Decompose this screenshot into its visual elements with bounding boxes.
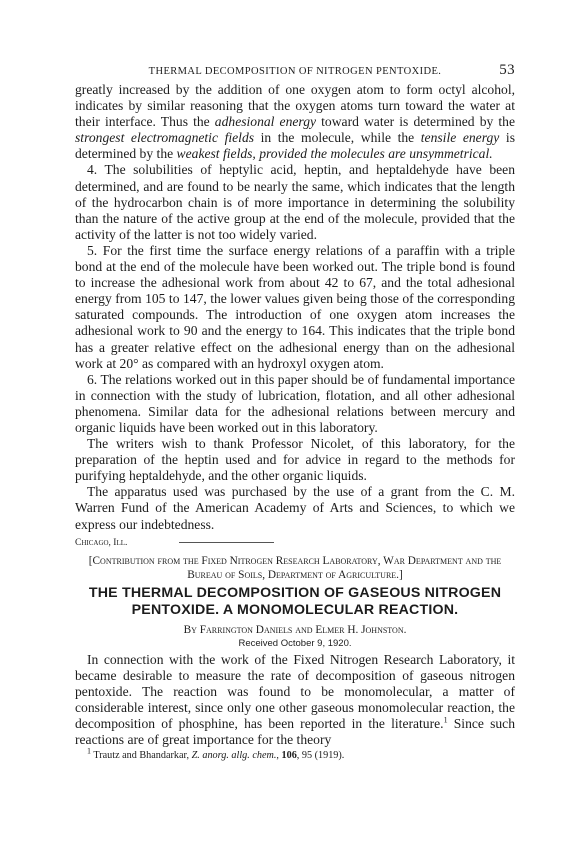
body-paragraph <box>75 82 515 162</box>
body-paragraph: The apparatus used was purchased by the use of a grant from the C. M. Warren Fund of the American Academy of Arts and Sciences, to which we express our indebtedness. <box>75 484 515 532</box>
body-paragraph: 5. For the first time the surface energy relations of a paraffin with a triple bond at the end of the molecule have been worked out. The triple bond is found to increase the adhesional work from about 42 to 67, and the total adhesional energy from 105 to 147, the lower values given being those of the corresponding saturated compounds. The introduction of one oxygen atom increases the adhesional work to 90 and the energy to 164. This indicates that the triple bond has a greater relative effect on the adhesional energy than on the adhesional work at 20° as compared with an hydroxyl oxygen atom. <box>75 242 515 371</box>
article-title: THE THERMAL DECOMPOSITION OF GASEOUS NITROGEN PENTOXIDE. A MONOMOLECULAR REACTION. <box>88 584 502 618</box>
journal-page <box>75 62 515 762</box>
running-header <box>75 62 515 82</box>
body-paragraph: 6. The relations worked out in this paper should be of fundamental importance in connection with the study of lubrication, flotation, and all other adhesional phenomena. Similar data for the adhesional relations between mercury and organic liquids have been worked out in this laboratory. <box>75 371 515 435</box>
text-run: greatly increased by the addition of one oxygen atom to form octyl alcohol, indicates by similar reasoning that the oxygen atoms turn toward the water at their interface. Thus the <box>75 82 515 130</box>
text-run: toward water is determined by the <box>316 114 515 130</box>
place: Chicago, Ill. <box>75 537 128 548</box>
body-paragraph: 4. The solubilities of heptylic acid, heptin, and heptaldehyde have been determined, and are found to be nearly the same, which indicates that the length of the hydrocarbon chain is of more importance in determining the solubility than the nature of the active group at the end of the molecule, provided that the activity of the latter is not too widely varied. <box>75 162 515 242</box>
text-run: is determined by the <box>75 130 515 162</box>
section-divider <box>179 542 274 543</box>
running-title: THERMAL DECOMPOSITION OF NITROGEN PENTOXIDE. <box>148 66 442 77</box>
body-paragraph: The writers wish to thank Professor Nicolet, of this laboratory, for the preparation of the heptin used and for advice in regard to the methods for purifying heptaldehyde, and the other organic liquids. <box>75 436 515 484</box>
journal-name: Z. anorg. allg. chem. <box>191 750 277 762</box>
received-date: Received October 9, 1920. <box>238 637 352 649</box>
volume: 106 <box>281 750 297 762</box>
footnote-text: Trautz and Bhandarkar, <box>91 750 192 762</box>
authors: By Farrington Daniels and Elmer H. Johnston. <box>183 623 407 636</box>
footnote-ref[interactable]: 1 <box>443 715 448 725</box>
footnote-text: , 95 (1919). <box>296 750 345 762</box>
emphasis: tensile energy <box>420 130 500 146</box>
place-line <box>75 536 515 550</box>
text-run: in the molecule, while the <box>254 130 421 146</box>
body-paragraph <box>75 652 515 749</box>
emphasis: adhesional energy <box>214 114 317 130</box>
footnote-mark: 1 <box>87 746 91 756</box>
page-number: 53 <box>499 62 515 78</box>
emphasis: weakest fields, provided the molecules are unsymmetrical. <box>176 146 493 162</box>
footnote: $^1$ Trautz and Bhandarkar, Z. anorg. allg. chem., 106, 95 (1919). <box>87 746 345 762</box>
text-run: Since such reactions are of great importance for the theory <box>75 716 515 748</box>
text-run: In connection with the work of the Fixed Nitrogen Research Laboratory, it became desirable to measure the rate of decomposition of gaseous nitrogen pentoxide. The reaction was found to be monomolecular, a matter of considerable interest, since only one other gaseous monomolecular reaction, the decomposition of phosphine, has been reported in the literature. <box>75 651 515 731</box>
emphasis: strongest electromagnetic fields <box>75 130 255 146</box>
contribution-note: [Contribution from the Fixed Nitrogen Research Laboratory, War Department and the Bureau of Soils, Department of Agriculture.] <box>88 554 502 581</box>
